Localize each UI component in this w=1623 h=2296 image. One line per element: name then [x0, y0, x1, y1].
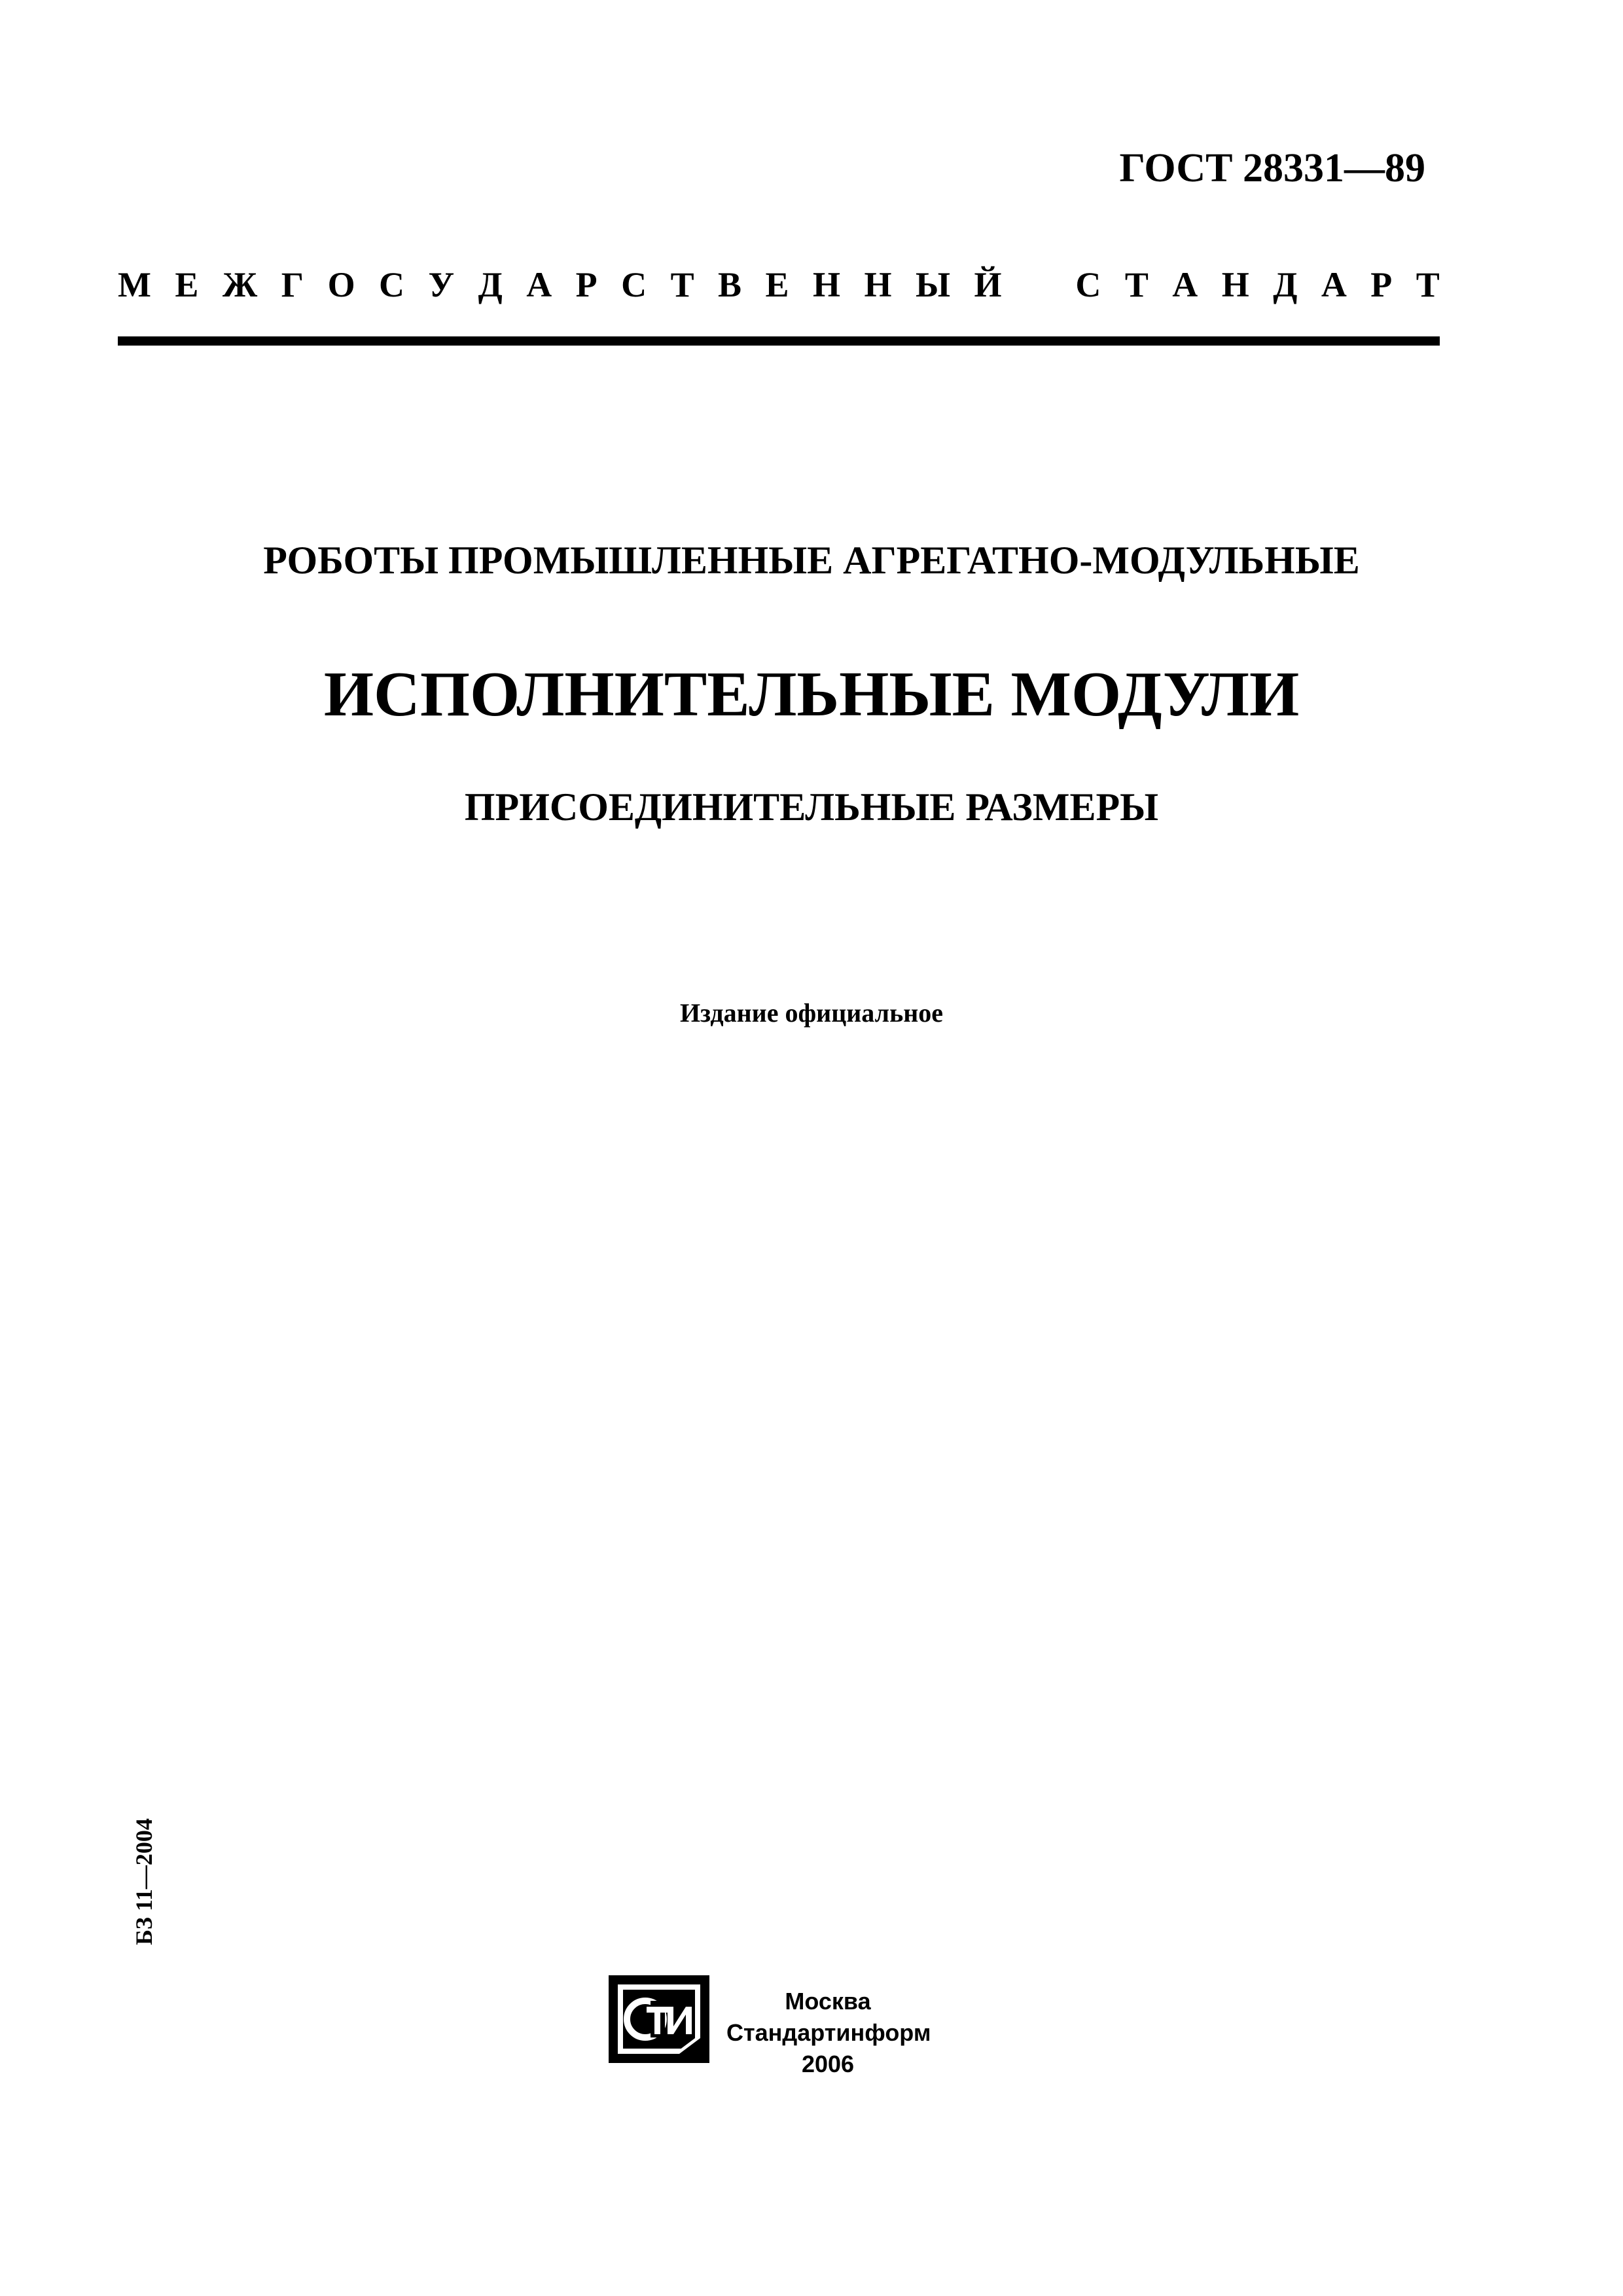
publisher-year: 2006 — [801, 2051, 855, 2077]
heading-letter: Д — [478, 265, 503, 304]
heading-letter: Е — [175, 265, 199, 304]
heading-letter: Д — [1273, 265, 1298, 304]
heading-letter: Р — [1370, 265, 1393, 304]
publisher-name: Стандартинформ — [726, 2019, 931, 2046]
heading-letter: Й — [974, 265, 1002, 304]
heading-letter: Ы — [915, 265, 950, 304]
title-line-3: ПРИСОЕДИНИТЕЛЬНЫЕ РАЗМЕРЫ — [464, 785, 1159, 829]
heading-letter: В — [718, 265, 742, 304]
word-gap — [1026, 267, 1052, 302]
publisher-logo — [609, 1975, 709, 2063]
heading-letter: А — [1321, 265, 1347, 304]
heading-letter: Р — [575, 265, 597, 304]
gost-number: ГОСТ 28331—89 — [1119, 146, 1425, 190]
heading-letter: Е — [765, 265, 789, 304]
heading-letter: Т — [1124, 265, 1149, 304]
heading-letter: Ж — [222, 265, 258, 304]
heading-letter: А — [1172, 265, 1198, 304]
heading-letter: О — [327, 265, 355, 304]
heading-letter: Н — [1221, 265, 1249, 304]
heading-letter: А — [526, 265, 552, 304]
heading-letter: Г — [281, 265, 304, 304]
heading-letter: Н — [813, 265, 841, 304]
heading-letter: С — [379, 265, 405, 304]
side-code: БЗ 11—2004 — [131, 1818, 157, 1945]
standard-type-heading — [118, 267, 1440, 302]
heading-letter: Н — [864, 265, 892, 304]
title-line-2: ИСПОЛНИТЕЛЬНЫЕ МОДУЛИ — [323, 659, 1300, 730]
heading-letter: Т — [1416, 265, 1440, 304]
heading-letter: Т — [670, 265, 694, 304]
heading-letter: У — [428, 265, 455, 304]
title-line-1: РОБОТЫ ПРОМЫШЛЕННЫЕ АГРЕГАТНО-МОДУЛЬНЫЕ — [263, 539, 1360, 582]
heading-letter: С — [1075, 265, 1101, 304]
heading-letter: М — [118, 265, 151, 304]
publisher-city: Москва — [785, 1988, 871, 2015]
heading-letter: С — [621, 265, 647, 304]
sti-logo-icon — [609, 1975, 709, 2063]
edition-note: Издание официальное — [679, 998, 944, 1028]
header-rule — [118, 336, 1440, 346]
publisher-block — [726, 1986, 929, 2080]
